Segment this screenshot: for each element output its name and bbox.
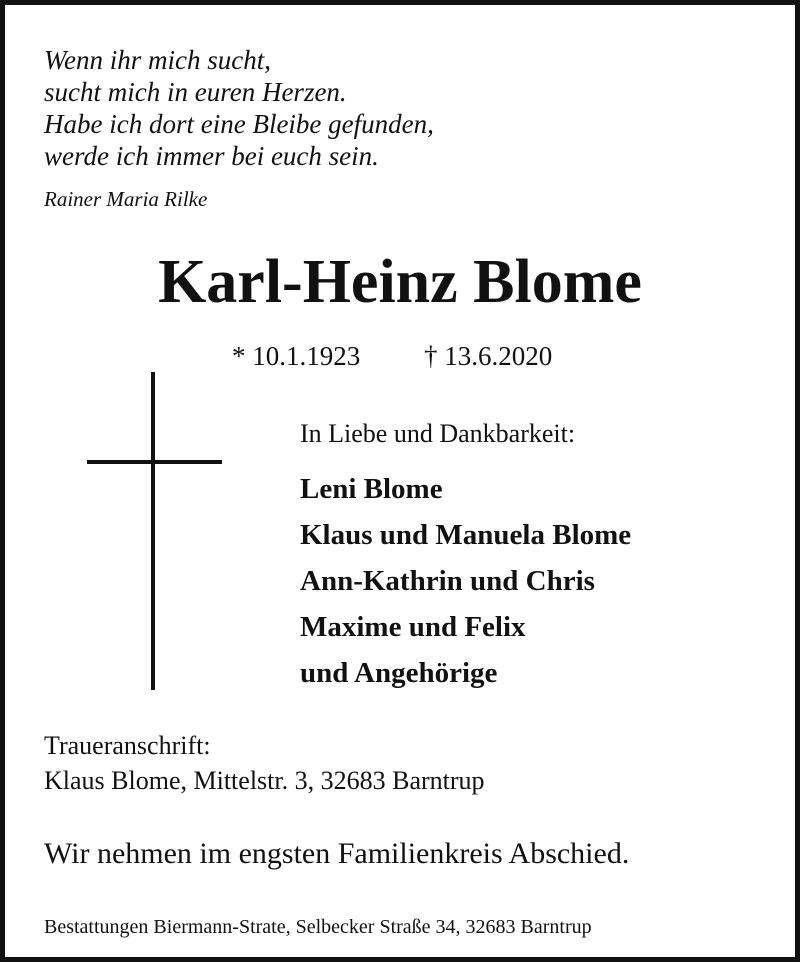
mourner: Maxime und Felix: [300, 611, 526, 643]
poem: [44, 44, 434, 172]
address-label: Traueranschrift:: [44, 731, 211, 760]
poem-line: werde ich immer bei euch sein.: [44, 141, 379, 171]
mourners-list: [300, 466, 631, 696]
poem-line: Habe ich dort eine Bleibe gefunden,: [44, 109, 434, 139]
poem-author: Rainer Maria Rilke: [44, 187, 208, 211]
death-date: † 13.6.2020: [424, 341, 553, 371]
cross-horizontal-bar: [87, 460, 222, 464]
mourner: Ann-Kathrin und Chris: [300, 565, 595, 597]
funeral-home: Bestattungen Biermann-Strate, Selbecker Straße 34, 32683 Barntrup: [44, 916, 592, 938]
deceased-name: Karl-Heinz Blome: [158, 248, 642, 316]
mourner: und Angehörige: [300, 657, 498, 689]
birth-date: * 10.1.1923: [232, 341, 361, 371]
address-line: Klaus Blome, Mittelstr. 3, 32683 Barntrup: [44, 766, 485, 795]
mourner: Leni Blome: [300, 473, 443, 505]
dedication: In Liebe und Dankbarkeit:: [300, 419, 576, 448]
poem-line: Wenn ihr mich sucht,: [44, 45, 271, 75]
cross-vertical-bar: [151, 372, 155, 690]
farewell-note: Wir nehmen im engsten Familienkreis Abschied.: [44, 837, 630, 870]
poem-line: sucht mich in euren Herzen.: [44, 77, 347, 107]
mourner: Klaus und Manuela Blome: [300, 519, 632, 551]
